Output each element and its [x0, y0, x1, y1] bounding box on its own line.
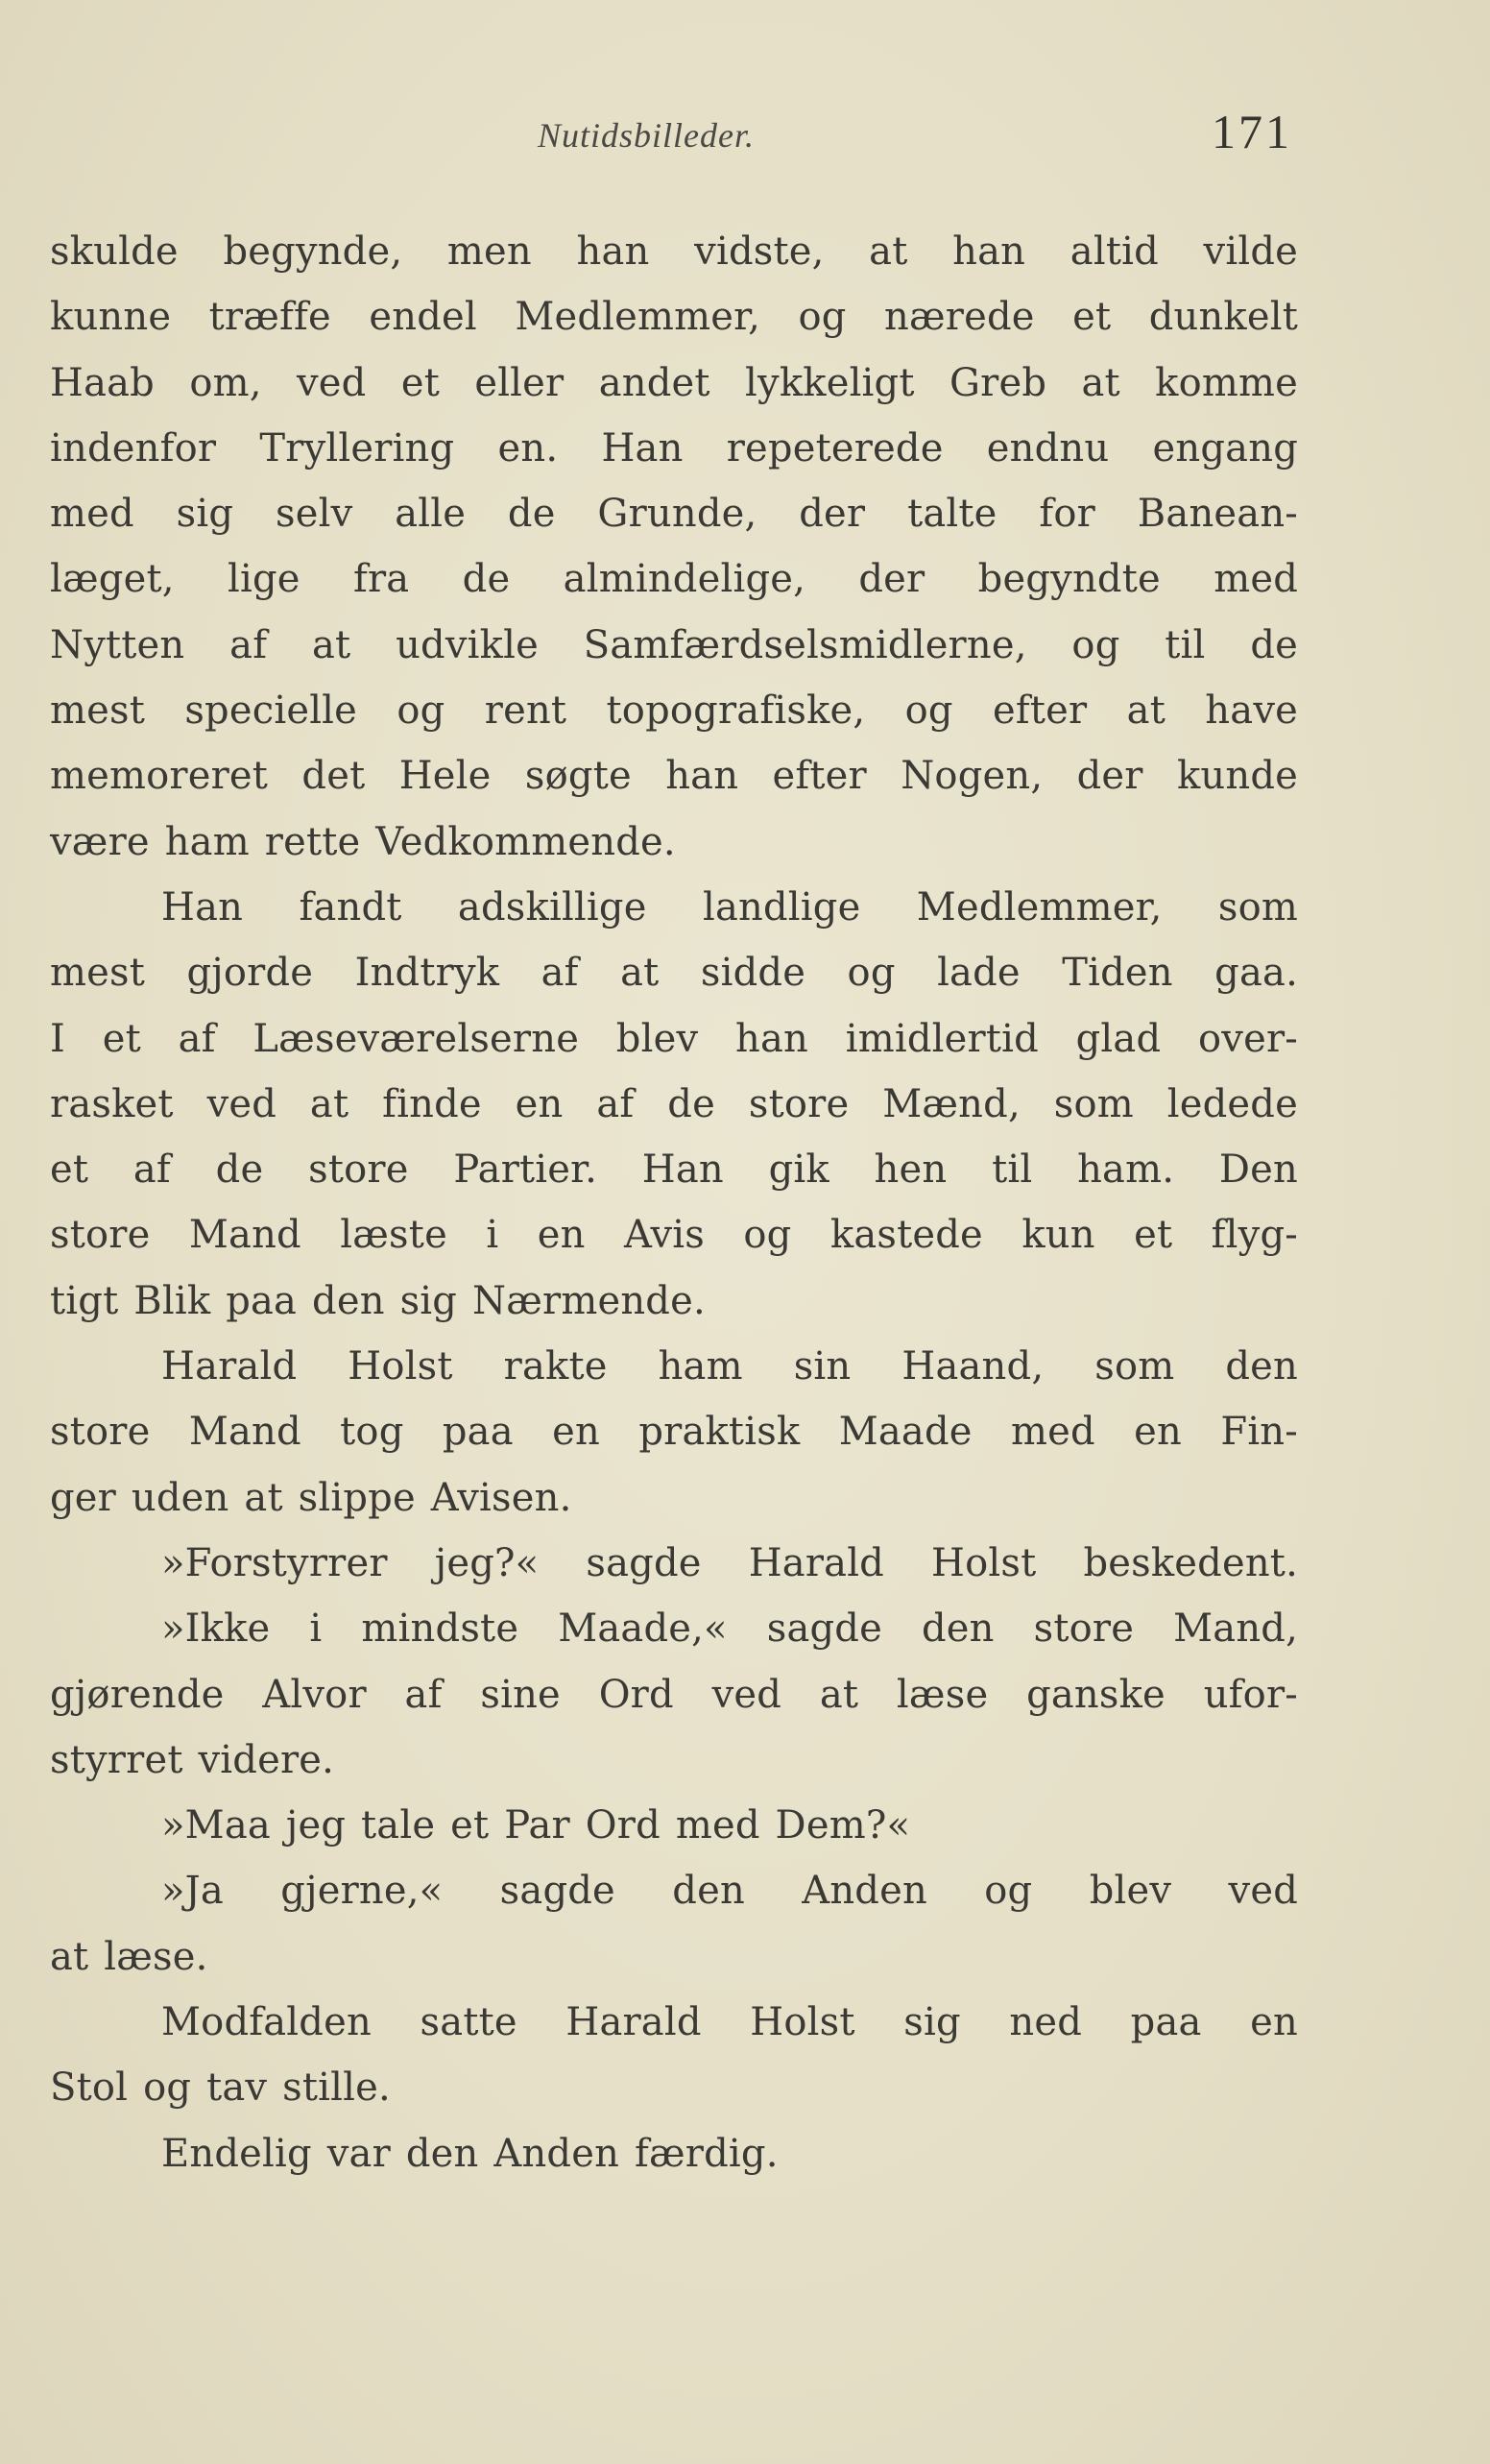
body-text — [50, 219, 1298, 2186]
text-line: memoreret det Hele søgte han efter Nogen, der kunde — [50, 754, 1298, 799]
text-line: Endelig var den Anden færdig. — [161, 2131, 779, 2176]
text-line: mest specielle og rent topografiske, og efter at have — [50, 688, 1298, 734]
text-line: ger uden at slippe Avisen. — [50, 1475, 572, 1520]
text-line: at læse. — [50, 1934, 208, 1979]
page-number: 171 — [1212, 105, 1292, 158]
text-line: kunne træffe endel Medlemmer, og nærede et dunkelt — [50, 295, 1298, 340]
text-line: mest gjorde Indtryk af at sidde og lade Tiden gaa. — [50, 951, 1298, 996]
text-line: store Mand tog paa en praktisk Maade med en Fin- — [50, 1410, 1298, 1455]
text-line: I et af Læseværelserne blev han imidlertid glad over- — [50, 1016, 1298, 1061]
text-line: Modfalden satte Harald Holst sig ned paa en — [161, 2000, 1298, 2045]
text-line: Haab om, ved et eller andet lykkeligt Greb at komme — [50, 360, 1298, 405]
text-line: »Maa jeg tale et Par Ord med Dem?« — [161, 1803, 911, 1848]
text-line: »Ja gjerne,« sagde den Anden og blev ved — [161, 1869, 1298, 1914]
text-line: et af de store Partier. Han gik hen til ham. Den — [50, 1147, 1298, 1193]
text-line: rasket ved at finde en af de store Mænd, som ledede — [50, 1081, 1298, 1126]
text-line: gjørende Alvor af sine Ord ved at læse ganske ufor- — [50, 1672, 1298, 1717]
text-line: styrret videre. — [50, 1737, 335, 1782]
text-line: Stol og tav stille. — [50, 2065, 391, 2111]
text-line: Harald Holst rakte ham sin Haand, som den — [161, 1344, 1298, 1389]
page-header — [0, 104, 1490, 161]
text-line: Nytten af at udvikle Samfærdselsmidlerne, og til de — [50, 622, 1298, 667]
text-line: indenfor Tryllering en. Han repeterede endnu engang — [50, 425, 1298, 471]
text-line: Han fandt adskillige landlige Medlemmer, som — [161, 884, 1298, 930]
text-line: tigt Blik paa den sig Nærmende. — [50, 1278, 706, 1323]
text-line: skulde begynde, men han vidste, at han altid vilde — [50, 229, 1298, 274]
text-line: læget, lige fra de almindelige, der begyndte med — [50, 557, 1298, 602]
text-line: »Ikke i mindste Maade,« sagde den store Mand, — [161, 1606, 1298, 1652]
text-line: være ham rette Vedkommende. — [50, 819, 676, 864]
text-line: store Mand læste i en Avis og kastede kun et flyg- — [50, 1213, 1298, 1258]
running-title: Nutidsbilleder. — [538, 116, 756, 155]
text-line: med sig selv alle de Grunde, der talte for Banean- — [50, 492, 1298, 537]
text-line: »Forstyrrer jeg?« sagde Harald Holst beskedent. — [161, 1540, 1298, 1585]
